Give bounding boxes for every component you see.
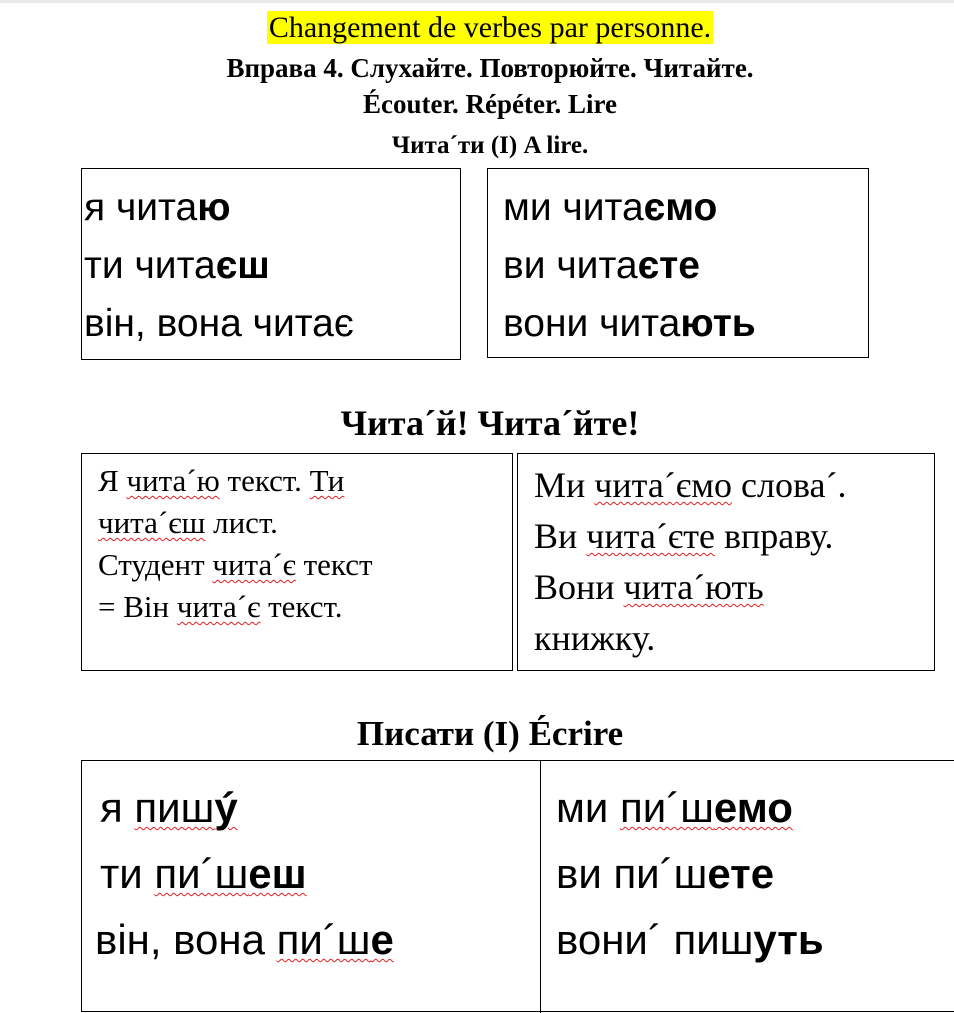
chytaty-singular-box — [81, 168, 461, 360]
imperative-heading: Чита´й! Чита´йте! — [340, 403, 640, 443]
examples-left-list — [98, 460, 373, 628]
conj-line: ти читаєш — [84, 244, 270, 287]
top-border — [0, 0, 954, 3]
example-line: = Він чита´є текст. — [98, 589, 343, 624]
chytaty-plural-list — [503, 179, 756, 353]
conj-line: я читаю — [84, 186, 231, 229]
chytaty-singular-list — [84, 179, 354, 353]
example-line: Студент чита´є текст — [98, 547, 373, 582]
example-line: Ми чита´ємо слова´. — [534, 465, 847, 505]
examples-right-box — [517, 453, 935, 671]
instructions-fr: Écouter. Répéter. Lire — [363, 89, 617, 119]
chytaty-plural-box — [487, 168, 869, 358]
conj-line: вони читають — [503, 302, 756, 345]
conj-line: ми пи´шемо — [556, 784, 793, 831]
highlighted-title: Changement de verbes par personne. — [268, 11, 712, 44]
conj-line: ти пи´шеш — [100, 850, 307, 897]
example-line: книжку. — [534, 618, 656, 658]
conj-line: він, вона пи´ше — [95, 916, 394, 963]
examples-right-list — [534, 460, 846, 664]
conj-line: ми читаємо — [503, 186, 718, 229]
title-fr — [0, 10, 954, 46]
example-line: Я чита´ю текст. Ти — [98, 463, 345, 498]
example-line: Вони чита´ють — [534, 567, 764, 607]
pysaty-plural-list — [556, 775, 824, 973]
example-line: Ви чита´єте вправу. — [534, 516, 834, 556]
example-line: чита´єш лист. — [98, 505, 278, 540]
pysaty-singular-list — [95, 775, 394, 973]
conj-line: ви читаєте — [503, 244, 700, 287]
exercise-heading: Вправа 4. Слухайте. Повторюйте. Читайте. — [226, 53, 754, 83]
conj-line: він, вона читає — [84, 302, 354, 345]
verb-heading-chytaty: Чита´ти (I) A lire. — [391, 132, 589, 159]
conj-line: я пишý — [100, 784, 238, 831]
conj-line: ви пи´шете — [556, 850, 775, 897]
table-divider — [540, 761, 541, 1013]
examples-left-box — [81, 453, 513, 671]
verb-heading-pysaty: Писати (I) Écrire — [356, 714, 624, 753]
pysaty-table — [81, 760, 954, 1012]
conj-line: вони´ пишуть — [556, 916, 824, 963]
